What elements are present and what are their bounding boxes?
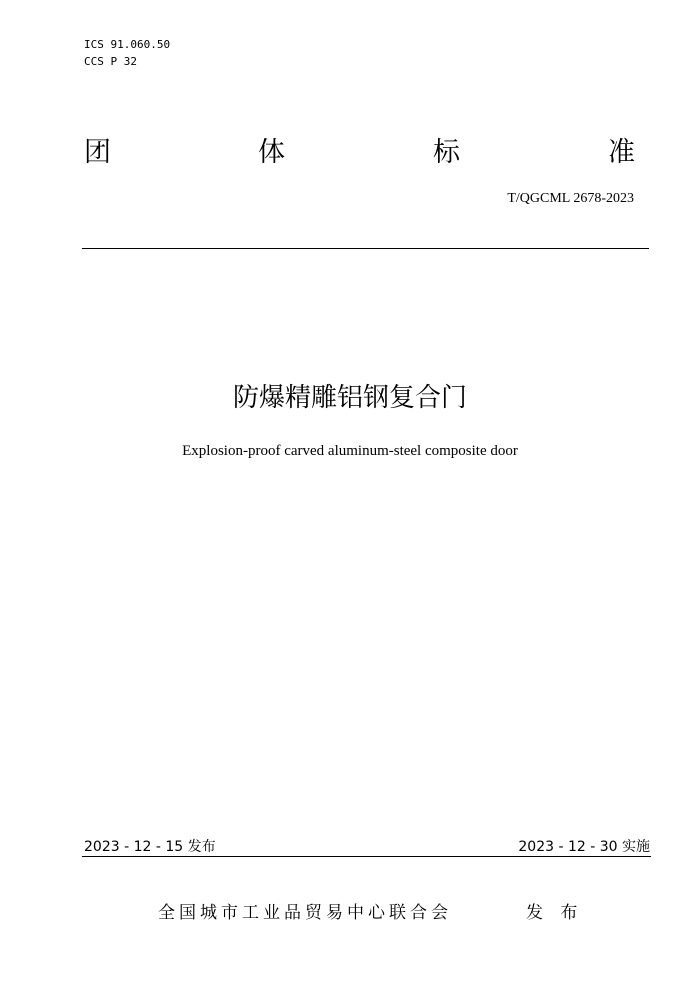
ics-code: ICS 91.060.50 xyxy=(84,38,171,51)
standard-type-char-1: 团 xyxy=(84,137,111,168)
bottom-divider xyxy=(82,856,651,857)
issue-label: 发 布 xyxy=(526,903,584,923)
standard-type-char-3: 标 xyxy=(433,137,460,168)
issuer-name: 全国城市工业品贸易中心联合会 xyxy=(158,903,452,923)
implement-date: 2023 - 12 - 30 实施 xyxy=(518,839,650,855)
top-divider xyxy=(82,248,649,249)
standard-type-char-2: 体 xyxy=(258,137,285,168)
ccs-code: CCS P 32 xyxy=(84,55,137,68)
title-chinese: 防爆精雕铝钢复合门 xyxy=(232,383,467,413)
standard-number: T/QGCML 2678-2023 xyxy=(507,191,634,206)
standard-type-char-4: 准 xyxy=(608,137,635,168)
publish-date: 2023 - 12 - 15 发布 xyxy=(84,839,216,855)
title-english: Explosion-proof carved aluminum-steel composite door xyxy=(182,443,518,459)
